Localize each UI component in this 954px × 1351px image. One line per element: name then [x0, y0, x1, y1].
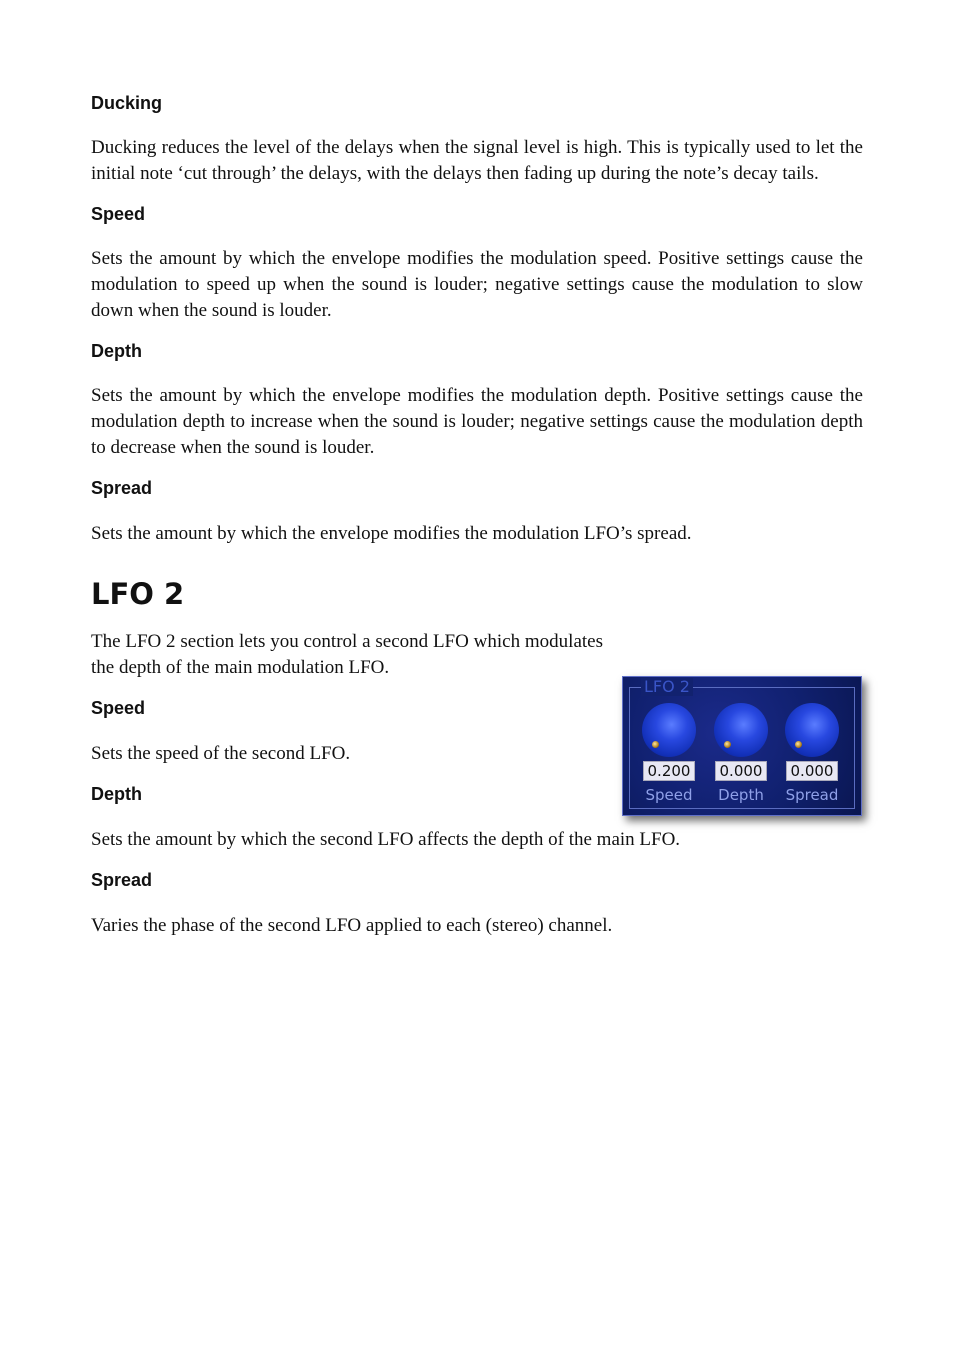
speed-value-field[interactable]: 0.200 [643, 761, 695, 781]
knob-indicator-icon [652, 741, 659, 748]
depth-label: Depth [718, 786, 764, 804]
heading-lfo2-depth: Depth [91, 784, 142, 804]
speed-label: Speed [645, 786, 693, 804]
document-page [91, 92, 863, 939]
knob-indicator-icon [724, 741, 731, 748]
paragraph-lfo2-depth: Sets the amount by which the second LFO affects the depth of the main LFO. [91, 829, 681, 850]
heading-ducking: Ducking [91, 93, 163, 113]
paragraph-depth: Sets the amount by which the envelope modifies the modulation depth. Positive settings cause the modulation depth to increase when the sound is louder; negative settings cause the modulation depth to decrease when the sound is louder. [91, 385, 863, 458]
spread-label: Spread [785, 786, 839, 804]
lfo2-text-column [91, 629, 603, 767]
knob-indicator-icon [795, 741, 802, 748]
paragraph-lfo2-speed: Sets the speed of the second LFO. [91, 743, 351, 764]
panel-title: LFO 2 [641, 678, 693, 696]
spread-value-field[interactable]: 0.000 [786, 761, 838, 781]
heading-lfo2: LFO 2 [91, 577, 185, 611]
paragraph-spread: Sets the amount by which the envelope modifies the modulation LFO’s spread. [91, 523, 692, 544]
speed-knob[interactable] [642, 703, 696, 757]
depth-control [711, 703, 771, 804]
speed-control [639, 703, 699, 804]
spread-knob[interactable] [785, 703, 839, 757]
spread-control [782, 703, 842, 804]
lfo2-panel-screenshot [622, 676, 862, 816]
paragraph-lfo2-intro: The LFO 2 section lets you control a second LFO which modulates the depth of the main modulation LFO. [91, 631, 603, 678]
paragraph-lfo2-spread: Varies the phase of the second LFO applied to each (stereo) channel. [91, 915, 613, 936]
paragraph-speed: Sets the amount by which the envelope modifies the modulation speed. Positive settings cause the modulation to speed up when the sound is louder; negative settings cause the modulation to slow down when the sound is louder. [91, 248, 863, 321]
heading-speed: Speed [91, 204, 146, 224]
paragraph-ducking: Ducking reduces the level of the delays when the signal level is high. This is typically used to let the initial note ‘cut through’ the delays, with the delays then fading up during the note’s decay tails. [91, 137, 863, 184]
heading-lfo2-spread: Spread [91, 870, 153, 890]
depth-value-field[interactable]: 0.000 [715, 761, 767, 781]
heading-spread: Spread [91, 478, 153, 498]
heading-lfo2-speed: Speed [91, 698, 146, 718]
heading-depth: Depth [91, 341, 142, 361]
depth-knob[interactable] [714, 703, 768, 757]
